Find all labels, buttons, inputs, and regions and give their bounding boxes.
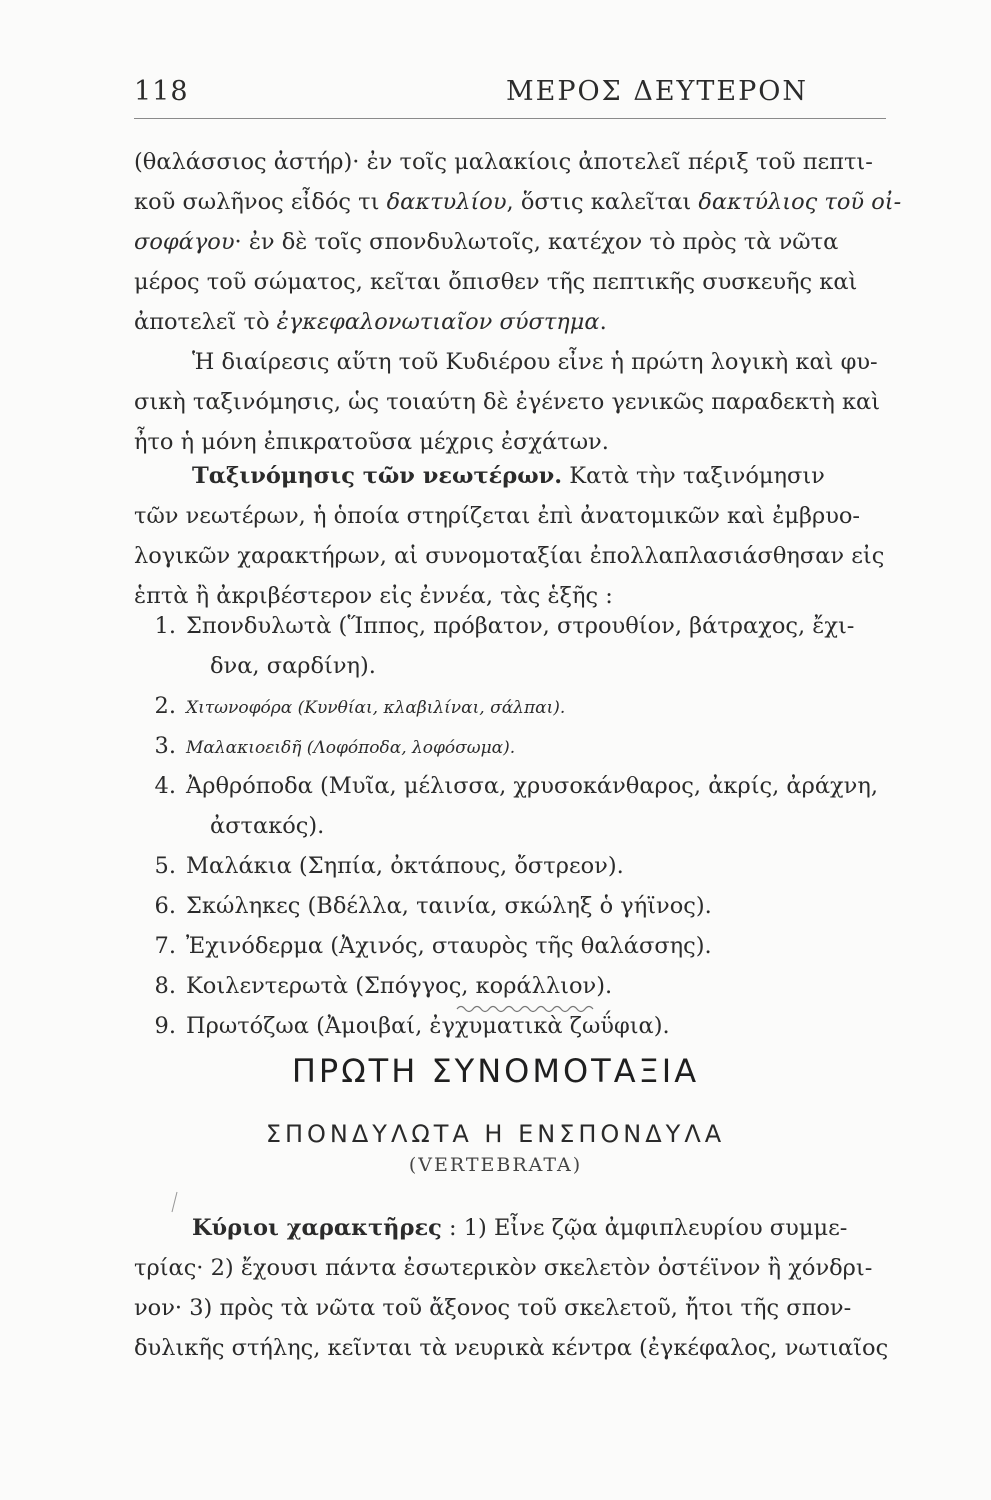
text-line: Ἡ διαίρεσις αὕτη τοῦ Κυδιέρου εἶνε ἡ πρώτη λογικὴ καὶ φυ-	[192, 349, 878, 375]
list-text: Ἐχινόδερμα (Ἀχινός, σταυρὸς τῆς θαλάσσης).	[186, 933, 712, 959]
text-line: τῶν νεωτέρων, ἡ ὁποία στηρίζεται ἐπὶ ἀνατομικῶν καὶ ἐμβρυο-	[134, 503, 861, 529]
list-number: 8.	[154, 973, 176, 999]
section-latin-name: (VERTEBRATA)	[408, 1154, 583, 1176]
list-item	[140, 846, 895, 886]
list-text: Σκώληκες (Βδέλλα, ταινία, σκώληξ ὁ γήϊνος).	[186, 893, 712, 919]
list-text: Σπονδυλωτὰ (Ἵππος, πρόβατον, στρουθίον, βάτραχος, ἔχι-	[186, 613, 855, 639]
text-line: τρίας· 2) ἔχουσι πάντα ἐσωτερικὸν σκελετὸν ὀστέϊνον ἢ χόνδρι-	[134, 1255, 873, 1281]
list-item	[140, 766, 895, 806]
text-span: μέρος τοῦ σώματος, κεῖται ὄπισθεν τῆς πεπτικῆς συσκευῆς καὶ	[134, 269, 858, 295]
list-item	[140, 686, 895, 726]
text-line: ἦτο ἡ μόνη ἐπικρατοῦσα μέχρις ἐσχάτων.	[134, 429, 609, 455]
section-title: ΠΡΩΤΗ ΣΥΝΟΜΟΤΑΞΙΑ	[291, 1052, 700, 1090]
text-span: κοῦ σωλῆνος εἶδός τι	[134, 189, 387, 215]
paragraph-classification	[134, 342, 889, 462]
list-item	[140, 726, 895, 766]
list-number: 1.	[154, 613, 176, 639]
section-subtitle: ΣΠΟΝΔΥΛΩΤΑ Η ΕΝΣΠΟΝΔΥΛΑ	[265, 1120, 726, 1148]
text-line: ἑπτὰ ἢ ἀκριβέστερον εἰς ἐννέα, τὰς ἑξῆς :	[134, 583, 613, 609]
list-number: 4.	[154, 773, 176, 799]
text-line: σικὴ ταξινόμησις, ὡς τοιαύτη δὲ ἐγένετο γενικῶς παραδεκτὴ καὶ	[134, 389, 881, 415]
list-number: 5.	[154, 853, 176, 879]
text-span: ἀποτελεῖ τὸ	[134, 309, 277, 335]
text-span: · ἐν δὲ τοῖς σπονδυλωτοῖς, κατέχον τὸ πρὸς τὰ νῶτα	[234, 229, 839, 255]
page-number: 118	[134, 76, 189, 107]
run-in-heading: Κύριοι χαρακτῆρες	[192, 1215, 442, 1241]
text-line: νον· 3) πρὸς τὰ νῶτα τοῦ ἄξονος τοῦ σκελετοῦ, ἤτοι τῆς σπον-	[134, 1295, 852, 1321]
list-number: 6.	[154, 893, 176, 919]
list-item	[140, 886, 895, 926]
phyla-list	[140, 606, 895, 1046]
text-line: λογικῶν χαρακτήρων, αἱ συνομοταξίαι ἐπολλαπλασιάσθησαν εἰς	[134, 543, 885, 569]
text-span: .	[599, 309, 607, 335]
list-item	[140, 926, 895, 966]
text-span: Κατὰ τὴν ταξινόμησιν	[562, 463, 825, 489]
list-text: Χιτωνοφόρα (Κυνθίαι, κλαβιλίναι, σάλπαι).	[186, 698, 566, 718]
italic-term: δακτυλίου	[386, 189, 507, 215]
run-in-heading: Ταξινόμησις τῶν νεωτέρων.	[192, 463, 563, 489]
list-item-continuation: ἀστακός).	[210, 813, 325, 839]
list-text: Ἀρθρόποδα (Μυῖα, μέλισσα, χρυσοκάνθαρος, ἀκρίς, ἀράχνη,	[186, 773, 878, 799]
wavy-divider-icon	[455, 1000, 595, 1018]
page-header	[134, 72, 886, 119]
text-line	[134, 142, 889, 182]
text-line	[134, 456, 889, 496]
paragraph-modern-classification	[134, 456, 889, 616]
text-span: : 1) Εἶνε ζῷα ἀμφιπλευρίου συμμε-	[441, 1215, 848, 1241]
italic-term: σοφάγου	[134, 229, 235, 255]
italic-term: ἐγκεφαλονωτιαῖον σύστημα	[276, 309, 600, 335]
list-text: Μαλακιοειδῆ (Λοφόποδα, λοφόσωμα).	[186, 738, 516, 758]
paragraph-continuation	[134, 142, 902, 342]
list-text: Μαλάκια (Σηπία, ὀκτάπους, ὄστρεον).	[186, 853, 624, 879]
text-line	[134, 262, 889, 302]
list-item	[140, 606, 895, 646]
running-title: ΜΕΡΟΣ ΔΕΥΤΕΡΟΝ	[506, 76, 809, 107]
list-item-continuation: δνα, σαρδίνη).	[210, 653, 376, 679]
text-line	[134, 182, 902, 222]
list-text: Κοιλεντερωτὰ (Σπόγγος, κοράλλιον).	[186, 973, 613, 999]
text-line	[134, 1208, 889, 1248]
list-number: 3.	[154, 733, 176, 759]
text-line	[134, 222, 889, 262]
list-text: Πρωτόζωα (Ἀμοιβαί, ἐγχυματικὰ ζωΰφια).	[186, 1013, 670, 1039]
list-number: 2.	[154, 693, 176, 719]
text-line	[134, 302, 889, 342]
list-number: 7.	[154, 933, 176, 959]
paragraph-main-characters	[134, 1208, 889, 1368]
text-line: δυλικῆς στήλης, κεῖνται τὰ νευρικὰ κέντρα (ἐγκέφαλος, νωτιαῖος	[134, 1335, 889, 1361]
list-number: 9.	[154, 1013, 176, 1039]
italic-term: δακτύλιος τοῦ οἰ-	[698, 189, 902, 215]
text-span: , ὅστις καλεῖται	[506, 189, 699, 215]
text-span: (θαλάσσιος ἀστήρ)· ἐν τοῖς μαλακίοις ἀποτελεῖ πέριξ τοῦ πεπτι-	[134, 149, 873, 175]
